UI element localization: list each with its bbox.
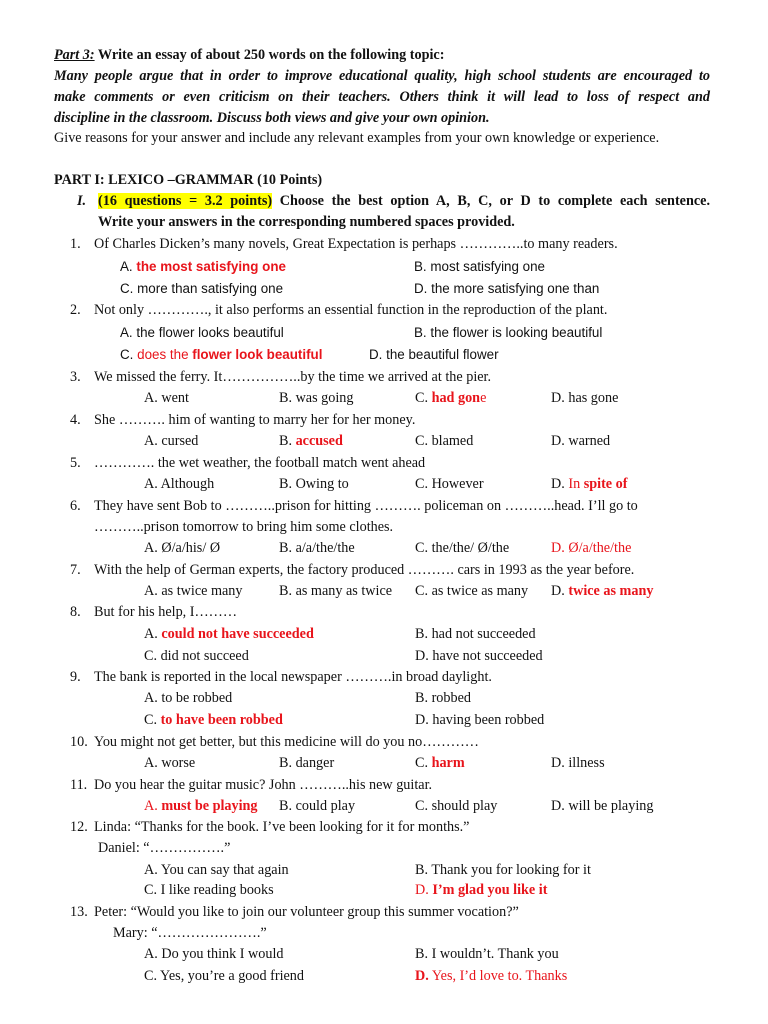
option-text: Although — [160, 476, 215, 492]
option-letter: B. — [279, 755, 293, 771]
essay-part-label: Part 3: — [54, 47, 95, 63]
option-letter: D. — [551, 755, 565, 771]
option-c — [415, 538, 509, 559]
question-stem: …………. the wet weather, the football match went ahead — [94, 455, 426, 471]
option-text: In — [568, 476, 581, 492]
option-text: Ø/a/his/ Ø — [161, 540, 221, 556]
option-text: having been robbed — [432, 712, 545, 728]
option-a — [144, 944, 284, 965]
section-number: I. — [77, 193, 87, 209]
essay-instruction-line — [54, 45, 444, 66]
question-stem: But for his help, I……… — [94, 604, 238, 620]
option-letter: C. — [144, 648, 158, 664]
option-text: to be robbed — [161, 690, 233, 706]
question-stem: With the help of German experts, the factory produced ………. cars in 1993 as the year before. — [94, 562, 635, 578]
question-stem: The bank is reported in the local newspaper ……….in broad daylight. — [94, 669, 492, 685]
points-highlight: (16 questions = 3.2 points) — [98, 193, 273, 209]
option-text: as twice many — [161, 583, 243, 599]
option-letter: A. — [144, 626, 158, 642]
option-d — [414, 278, 599, 299]
option-text: the flower looks beautiful — [136, 325, 284, 340]
option-text: could not have succeeded — [161, 626, 314, 642]
option-letter: D. — [551, 390, 565, 406]
option-text: I wouldn’t. Thank you — [431, 946, 559, 962]
option-text: as many as twice — [295, 583, 393, 599]
essay-topic-line: make comments or even criticism on their teachers. Others think it will lead to loss of respect and — [54, 89, 710, 105]
question-number: 7. — [70, 562, 81, 578]
option-letter: D. — [414, 281, 428, 296]
question-number: 10. — [70, 734, 88, 750]
essay-topic-line: discipline in the classroom. Discuss both views and give your own opinion. — [54, 110, 490, 126]
option-letter: A. — [144, 540, 158, 556]
question-number: 8. — [70, 604, 81, 620]
option-c-answer — [415, 753, 465, 774]
option-text: have not succeeded — [432, 648, 543, 664]
option-b — [415, 624, 536, 645]
option-letter: B. — [279, 476, 293, 492]
question-number: 2. — [70, 302, 81, 318]
option-c-answer — [415, 388, 486, 409]
option-text: most satisfying one — [430, 259, 546, 274]
option-letter: D. — [551, 540, 565, 556]
option-b-answer — [279, 431, 343, 452]
option-letter: C. — [415, 433, 429, 449]
option-a-answer — [120, 256, 286, 277]
option-text: must be playing — [161, 798, 258, 814]
option-text-tail: e — [480, 390, 487, 406]
option-text: could play — [295, 798, 356, 814]
section-instruction-line — [98, 191, 710, 212]
option-text: more than satisfying one — [137, 281, 284, 296]
option-text: I like reading books — [160, 882, 274, 898]
option-text: the/the/ Ø/the — [431, 540, 510, 556]
option-letter: A. — [144, 946, 158, 962]
option-b — [414, 256, 545, 277]
option-c-answer — [144, 710, 283, 731]
option-text-bold: spite of — [583, 476, 628, 492]
option-letter: A. — [144, 798, 158, 814]
question-number: 3. — [70, 369, 81, 385]
option-letter: A. — [144, 390, 158, 406]
option-a — [144, 860, 289, 881]
section-instruction: Choose the best option A, B, C, or D to complete each sentence. — [272, 193, 710, 209]
option-letter: C. — [144, 712, 158, 728]
option-text: Yes, you’re a good friend — [160, 968, 304, 984]
question-number: 9. — [70, 669, 81, 685]
question-stem: Linda: “Thanks for the book. I’ve been looking for it for months.” — [94, 819, 470, 835]
option-b — [414, 322, 602, 343]
option-a — [144, 431, 198, 452]
question-stem: Do you hear the guitar music? John ………..his new guitar. — [94, 777, 433, 793]
option-text: the beautiful flower — [386, 347, 499, 362]
option-letter: A. — [144, 476, 158, 492]
option-letter: D. — [369, 347, 383, 362]
option-letter: B. — [279, 583, 293, 599]
option-text: blamed — [431, 433, 474, 449]
option-text: does the — [137, 347, 189, 362]
option-text: Do you think I would — [161, 946, 284, 962]
option-b — [279, 474, 349, 495]
option-b — [279, 581, 392, 602]
option-d — [415, 646, 543, 667]
question-stem: Not only …………., it also performs an essential function in the reproduction of the plant. — [94, 302, 608, 318]
question-stem: Of Charles Dicken’s many novels, Great Expectation is perhaps …………..to many readers. — [94, 236, 618, 252]
option-letter: B. — [279, 390, 293, 406]
option-b — [415, 944, 559, 965]
option-c — [144, 966, 304, 987]
option-letter: B. — [415, 626, 429, 642]
option-c — [415, 474, 484, 495]
option-text: as twice as many — [431, 583, 529, 599]
option-text: worse — [161, 755, 196, 771]
question-stem: You might not get better, but this medicine will do you no………… — [94, 734, 479, 750]
option-letter: D. — [415, 712, 429, 728]
essay-instruction: Write an essay of about 250 words on the following topic: — [94, 47, 445, 63]
option-text: will be playing — [568, 798, 654, 814]
option-text: illness — [568, 755, 605, 771]
question-stem: Peter: “Would you like to join our volunteer group this summer vocation?” — [94, 904, 519, 920]
option-letter: A. — [144, 862, 158, 878]
option-text: You can say that again — [160, 862, 289, 878]
option-b — [279, 388, 354, 409]
option-text: I’m glad you like it — [432, 882, 548, 898]
option-letter: D. — [551, 433, 565, 449]
question-number: 11. — [70, 777, 88, 793]
option-d-answer — [551, 474, 627, 495]
essay-note: Give reasons for your answer and include any relevant examples from your own knowledge or experience. — [54, 130, 660, 146]
question-number: 12. — [70, 819, 88, 835]
option-letter: A. — [144, 690, 158, 706]
option-text: Owing to — [295, 476, 349, 492]
option-text: accused — [295, 433, 343, 449]
option-letter: A. — [144, 583, 158, 599]
question-number: 13. — [70, 904, 88, 920]
option-letter: B. — [414, 259, 427, 274]
part1-heading: PART I: LEXICO –GRAMMAR (10 Points) — [54, 172, 323, 188]
option-c — [144, 880, 274, 901]
option-text: danger — [295, 755, 335, 771]
option-text: twice as many — [568, 583, 654, 599]
option-a — [144, 688, 232, 709]
option-a — [144, 474, 214, 495]
option-c — [415, 431, 473, 452]
option-text: did not succeed — [160, 648, 249, 664]
option-text: the most satisfying one — [136, 259, 286, 274]
option-letter: D. — [551, 583, 565, 599]
option-text-bold: flower look beautiful — [192, 347, 323, 362]
option-text: should play — [431, 798, 498, 814]
option-letter: A. — [120, 325, 133, 340]
option-a — [120, 322, 284, 343]
option-b — [415, 688, 471, 709]
option-letter: C. — [415, 540, 429, 556]
essay-topic-line: Many people argue that in order to improve educational quality, high school students are encouraged to — [54, 68, 710, 84]
question-stem-line-2: Mary: “………………….” — [113, 925, 267, 941]
option-d — [369, 344, 499, 365]
section-instruction-line-2: Write your answers in the corresponding numbered spaces provided. — [98, 214, 515, 230]
option-letter: D. — [415, 968, 429, 984]
option-letter: A. — [120, 259, 133, 274]
option-a — [144, 538, 220, 559]
question-number: 5. — [70, 455, 81, 471]
option-letter: B. — [415, 862, 429, 878]
option-letter: B. — [414, 325, 427, 340]
option-c — [415, 796, 497, 817]
question-stem: She ………. him of wanting to marry her for her money. — [94, 412, 416, 428]
option-a — [144, 581, 243, 602]
option-d — [551, 388, 618, 409]
option-text: has gone — [568, 390, 619, 406]
option-letter: B. — [415, 690, 429, 706]
option-letter: C. — [120, 347, 134, 362]
option-letter: C. — [415, 390, 429, 406]
option-letter: C. — [120, 281, 134, 296]
option-text: harm — [431, 755, 465, 771]
question-stem-line-2: ………..prison tomorrow to bring him some clothes. — [94, 519, 394, 535]
option-d-answer — [415, 880, 547, 901]
option-text: Ø/a/the/the — [568, 540, 632, 556]
option-text: the more satisfying one than — [431, 281, 600, 296]
option-letter: C. — [415, 798, 429, 814]
question-number: 4. — [70, 412, 81, 428]
option-letter: D. — [415, 882, 429, 898]
option-text: However — [431, 476, 484, 492]
option-text: Yes, I’d love to. Thanks — [431, 968, 568, 984]
option-text: had not succeeded — [431, 626, 536, 642]
option-letter: A. — [144, 755, 158, 771]
option-text: to have been robbed — [160, 712, 283, 728]
option-letter: C. — [415, 476, 429, 492]
option-letter: D. — [551, 798, 565, 814]
option-letter: C. — [144, 968, 158, 984]
option-text: had gon — [431, 390, 481, 406]
option-a-answer — [144, 796, 258, 817]
option-b — [279, 753, 334, 774]
option-d-answer — [551, 581, 653, 602]
option-text: robbed — [431, 690, 471, 706]
option-text: went — [161, 390, 189, 406]
option-text: warned — [568, 433, 611, 449]
option-letter: A. — [144, 433, 158, 449]
option-letter: D. — [551, 476, 565, 492]
option-text: cursed — [161, 433, 199, 449]
option-letter: C. — [415, 755, 429, 771]
question-stem-line-2: Daniel: “…………….” — [98, 840, 231, 856]
question-stem: They have sent Bob to ………..prison for hitting ………. policeman on ………..head. I’ll go to — [94, 498, 638, 514]
option-d — [551, 796, 653, 817]
question-stem: We missed the ferry. It……………..by the time we arrived at the pier. — [94, 369, 492, 385]
option-text: was going — [295, 390, 354, 406]
option-c-answer — [120, 344, 322, 365]
option-letter: C. — [415, 583, 429, 599]
question-number: 1. — [70, 236, 81, 252]
option-b — [279, 796, 355, 817]
option-d — [415, 710, 544, 731]
option-text: the flower is looking beautiful — [430, 325, 603, 340]
option-text: Thank you for looking for it — [431, 862, 591, 878]
option-d — [551, 431, 610, 452]
option-letter: B. — [279, 798, 293, 814]
option-a-answer — [144, 624, 314, 645]
question-number: 6. — [70, 498, 81, 514]
option-text: a/a/the/the — [295, 540, 355, 556]
option-a — [144, 388, 189, 409]
option-letter: C. — [144, 882, 158, 898]
option-letter: B. — [279, 433, 293, 449]
option-a — [144, 753, 195, 774]
option-c — [120, 278, 283, 299]
option-d — [551, 753, 605, 774]
option-d-answer — [551, 538, 631, 559]
option-letter: D. — [415, 648, 429, 664]
option-b — [415, 860, 591, 881]
option-c — [144, 646, 249, 667]
option-c — [415, 581, 528, 602]
option-letter: B. — [279, 540, 293, 556]
option-letter: B. — [415, 946, 429, 962]
option-b — [279, 538, 355, 559]
option-d-answer — [415, 966, 567, 987]
